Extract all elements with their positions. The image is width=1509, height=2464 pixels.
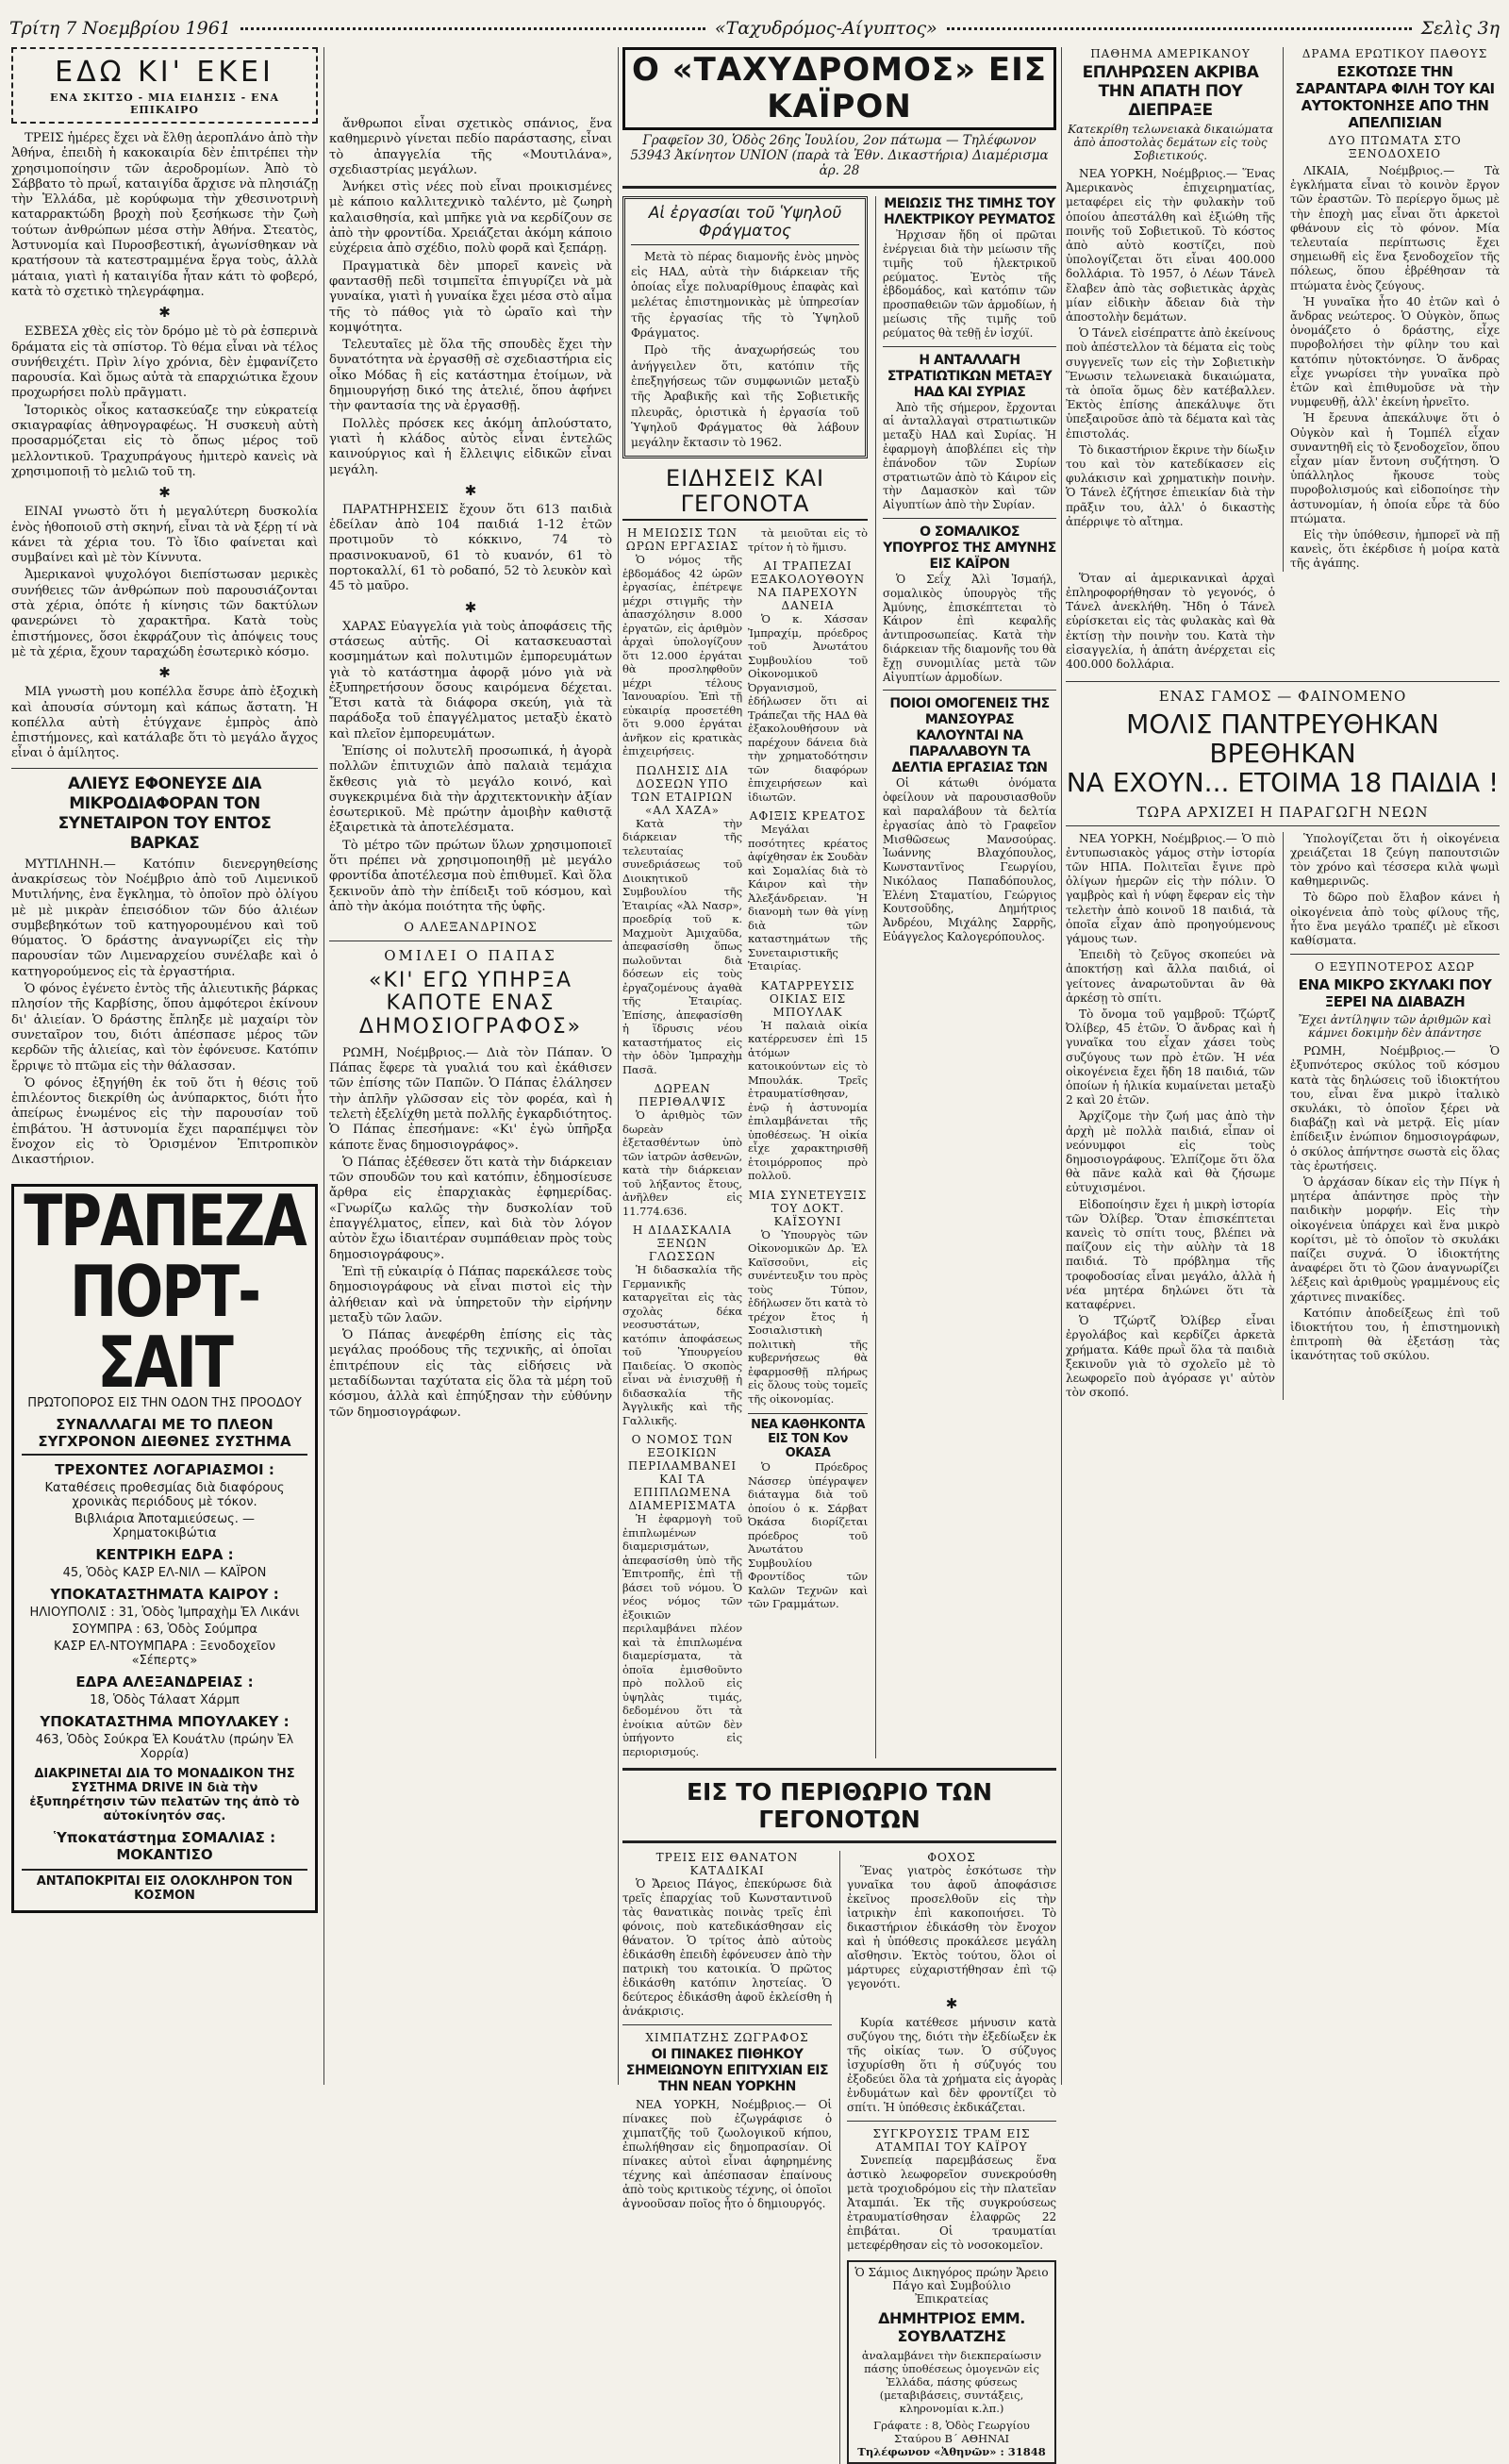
margin-subcolumns (622, 1851, 1056, 2464)
dog-headline: ΕΝΑ ΜΙΚΡΟ ΣΚΥΛΑΚΙ ΠΟΥ ΞΕΡΕΙ ΝΑ ΔΙΑΒΑΖΗ (1298, 976, 1492, 1011)
bank-deposits: Καταθέσεις προθεσμίας διὰ διαφόρους χρονικὰς περιόδους μὲ τόκον. (44, 1480, 285, 1509)
column-3 (622, 47, 1056, 2459)
article-paragraph: Πρὸ τῆς ἀναχωρήσεώς του ἀνήγγειλεν ὅτι, κατόπιν τῆς ἐπεξηγήσεως τῶν συμφωνιῶν μεταξὺ τῆς Ἀραβικῆς καὶ τῆς Σοβιετικῆς πλευρᾶς, ὁριστικὰ ἡ ἐργασία τοῦ Ὑψηλοῦ Φράγματος θὰ λάβουν μεγάλην ἔκτασιν τὸ 1962. (631, 343, 859, 450)
section-title: ΕΔΩ ΚΙ' ΕΚΕΙ (55, 56, 274, 89)
column-4 (1066, 47, 1500, 2104)
headline-electricity: ΜΕΙΩΣΙΣ ΤΗΣ ΤΙΜΗΣ ΤΟΥ ΗΛΕΚΤΡΙΚΟΥ ΡΕΥΜΑΤΟΣ (884, 196, 1055, 228)
article-paragraph: Μετὰ τὸ πέρας διαμονῆς ἑνὸς μηνὸς εἰς ΗΑΔ, αὐτὰ τὴν διάρκειαν τῆς ὁποίας εἶχε πολυαρίθμους ἐπαφὰς καὶ μελέτας ἐπιστημονικὰς μὲ ὑπηρεσίαν τῆς ἐργασίας τῆς τὸ Ὑψηλοῦ Φράγματος. (631, 249, 859, 341)
news-headline-okasha: ΝΕΑ ΚΑΘΗΚΟΝΤΑ ΕΙΣ ΤΟΝ Κον ΟΚΑΣΑ (748, 1413, 868, 1460)
divider (883, 690, 1056, 691)
bank-cairo-branches-heading: ΥΠΟΚΑΤΑΣΤΗΜΑΤΑ ΚΑΙΡΟΥ : (50, 1585, 279, 1603)
wedding-headline-line1: ΜΟΛΙΣ ΠΑΝΤΡΕΥΘΗΚΑΝ ΒΡΕΘΗΚΑΝ (1126, 708, 1439, 769)
article-paragraph: Πραγματικὰ δὲν μπορεῖ κανεὶς νὰ φαντασθῇ πεδὶ τσιμπεῖτα ἐπιγυρίζει νὰ μὰ γυναίκα, γιατὶ ἡ γυναίκα ἔχει μέσα στὸ αἷμα τῆς τὸ πάθος γιὰ τὸ ὡραῖο καὶ τὴν κομψότητα. (329, 258, 612, 335)
american-subheadline: Κατεκρίθη τελωνειακὰ δικαιώματα ἀπὸ ἀποστολὰς δεμάτων εἰς τοὺς Σοβιετικούς. (1068, 123, 1273, 162)
dam-box (622, 196, 868, 458)
article-paragraph: ΤΡΕΙΣ ἡμέρες ἔχει νὰ ἔλθῃ ἀεροπλάνο ἀπὸ τὴν Ἀθήνα, ἐπειδὴ ἡ κακοκαιρία δὲν ἐπιτρέπει τὴν χρησιμοποίησιν τῶν ἀεροδρομίων. Ἀπὸ τὸ Σάββατο τὸ πρωΐ, καταιγίδα ἄρχισε νὰ πλησιάζῃ τὴν Ἑλλάδα, μὲ κορύφωμα τὴν χθεσινοτρινὴ καταρρακτώδη βροχὴ ποὺ ξεσήκωσε τὴν ζωὴ τούτων ἀνθρώπων μέσα στὴν Ἀθήνα. Στεατὸς, Ἀστυνομία καὶ Πυροσβεστική, ἀγωνίσθηκαν νὰ κρατήσουν τὰ κατεστραμμένα ἔργα τοὺς, ἀλλὰ μάταια, γιατὶ ἡ καταιγίδα ἦταν κάτι τὸ φοβερό, κατὰ τὸ σχετικὸ τηλεγράφημα. (11, 131, 318, 299)
article-paragraph: ΠΑΡΑΤΗΡΗΣΕΙΣ ἔχουν ὅτι 613 παιδιὰ ἐδείλαν ἀπὸ 104 παιδιά 1-12 ἐτῶν προτιμοῦν τὸ κόκκινο, 74 τὸ πρασινοκυανοῦ, 61 τὸ κυανόν, 61 τὸ πορτοκαλλί, 61 τὸ ροδαπό, 52 τὸ λευκὸν καὶ 45 τὸ μαῦρο. (329, 502, 612, 594)
article-paragraph: ΜΥΤΙΛΗΝΗ.— Κατόπιν διενεργηθείσης ἀνακρίσεως τὸν Νοέμβριο ἀπὸ τοῦ Λιμενικοῦ Μυτιλήνης, ἐνα ἔγκλημα, τὸ ὁποῖον πρὸ ὀλίγου μὲ μὲ μικρὰν ἐπεισόδιον τῶν δύο ἁλιέων συμβεβηκότων τοῦ κατηγορουμένου καὶ τοῦ θύματος. Ὁ δράστης ἀναγνωρίζει εἰς τὴν παρουσίαν τῶν Λιμεναρχείου συνέλαβε καὶ ὁ κατηγορούμενος εἰς τὰ ἐργαστήρια. (11, 857, 318, 979)
article-paragraph: Ἡ ἔρευνα ἀπεκάλυψε ὅτι ὁ Οὐγκὸν καὶ ἡ Τομπέλ εἶχαν συναντηθῆ εἰς τὸ ξενοδοχεῖον, ὅπου εἶχαν μίαν ἔντονη συζήτηση. Ὁ ὑπάλληλος ἤκουσε τοὺς πυροβολισμούς καὶ εἰδοποίησε τὴν ἀστυνομίαν, ἡ ὁποία εὗρε τὰ δύο πτώματα. (1290, 411, 1500, 525)
column-rule (618, 47, 619, 2085)
article-paragraph: Ἀνήκει στὶς νέες ποὺ εἶναι προικισμένες μὲ κάποιο καλλιτεχνικὸ ταλέντο, μὲ ζωηρὴ καλαισθησία, καὶ μπῆκε γιὰ να κερδίζουν σε ἀπὸ τὴν φροντίδα. Χρειάζεται ἀκόμη κάποιο εὐχέρεια ἀπὸ σχέδιο, πολὺ φορᾶ καὶ ξεπάρῃ. (329, 180, 612, 257)
wedding-left (1066, 832, 1275, 1401)
bank-branch: ΣΟΥΜΠΡΑ : 63, Ὁδὸς Σούμπρα (72, 1622, 257, 1637)
section-subtitle: ΕΝΑ ΣΚΙΤΣΟ - ΜΙΑ ΕΙΔΗΣΙΣ - ΕΝΑ ΕΠΙΚΑΙΡΟ (49, 92, 280, 116)
headline-soldiers-exchange: Η ΑΝΤΑΛΛΑΓΗ ΣΤΡΑΤΙΩΤΙΚΩΝ ΜΕΤΑΞΥ ΗΑΔ ΚΑΙ ΣΥΡΙΑΣ (887, 352, 1053, 400)
divider (1290, 954, 1500, 955)
dog-subheadline: Ἔχει ἀντίληψιν τῶν ἀριθμῶν καὶ κάμνει δοκιμὴν δὲν ἀπάντησε (1298, 1013, 1492, 1041)
separator-star: ✱ (158, 484, 171, 502)
article-paragraph: Ἀρχίζομε τὴν ζωή μας ἀπὸ τὴν ἀρχὴ μὲ πολλὰ παιδιά, εἶπαν οἱ νεόνυμφοι εἰς τοὺς δημοσιογράφους. Ἐλπίζομε ὅτι ὅλα θὰ πᾶνε καλὰ καὶ θὰ ζήσωμε εὐτυχισμένοι. (1066, 1109, 1275, 1195)
bank-boulac-heading: ΥΠΟΚΑΤΑΣΤΗΜΑ ΜΠΟΥΛΑΚΕΥ : (40, 1712, 290, 1730)
news-subcolumns (622, 526, 868, 1758)
lawyer-services: ἀναλαμβάνει τὴν διεκπεραίωσιν πάσης ὑποθέσεως ὁμογενῶν εἰς Ἑλλάδα, πάσης φύσεως (μεταβιβάσεις, συντάξεις, κληρονομίαι κ.λπ.) (861, 2349, 1042, 2416)
divider (622, 186, 1056, 189)
headline-mansoura: ΠΟΙΟΙ ΟΜΟΓΕΝΕΙΣ ΤΗΣ ΜΑΝΣΟΥΡΑΣ ΚΑΛΟΥΝΤΑΙ ΝΑ ΠΑΡΑΛΑΒΟΥΝ ΤΑ ΔΕΛΤΙΑ ΕΡΓΑΣΙΑΣ ΤΩΝ (889, 696, 1050, 776)
column-4-top (1066, 47, 1500, 572)
bank-drive-in: ΔΙΑΚΡΙΝΕΤΑΙ ΔΙΑ ΤΟ ΜΟΝΑΔΙΚΟΝ ΤΗΣ ΣΥΣΤΗΜΑ DRIVE IN διὰ τὴν ἐξυπηρέτησιν τῶν πελατῶν της ἀπὸ τὸ αὐτοκίνητόν σας. (29, 1766, 300, 1823)
article-paragraph: Ἐπίσης οἱ πολυτελῆ προσωπικά, ἡ ἀγορὰ πολλῶν ἐπιτυχιῶν ἀπὸ παλαιὰ τεμάχια ἔκθεσις γιὰ τὸ μεγάλο κοινό, καὶ συγκεκριμένα διὰ τὴν ἀρχιτεκτονικὴν ἀξίαν ἐσωτερικοῦ. Μὲ πρώτην ἀμοιβὴν καθιστᾷ ἐξαιρετικὰ τὰ ἀποτελέσματα. (329, 743, 612, 836)
divider (847, 2121, 1056, 2122)
news-paragraph: Μεγάλαι ποσότητες κρέατος ἀφίχθησαν ἐκ Σουδὰν καὶ Σομαλίας διὰ τὸ Κάιρον καὶ τὴν Ἀλεξάνδρειαν. Ἡ διανομὴ των θὰ γίνῃ διὰ τῶν καταστημάτων τῆς Συνεταιριστικῆς Ἑταιρίας. (748, 823, 868, 974)
article-paragraph: ΛΙΚΑΙΑ, Νοέμβριος.— Τὰ ἐγκλήματα εἶναι τὸ κοινὸν ἔργον τῶν ἐραστῶν. Τὸ περίεργο ὅμως μὲ τὴν ἐποχὴ μας εἶναι ὅτι ἀρκετοὶ φθάνουν εἰς τὸ φόνον. Μία τελευταία περίπτωσις ἔχει σημειωθῆ εἰς ἕνα ξενοδοχεῖον τῆς πόλεως, ὅπου ἐβρέθησαν τὰ πτώματα ἑνὸς ζεύγους. (1290, 164, 1500, 292)
pope-headline: «ΚΙ' ΕΓΩ ΥΠΗΡΞΑ ΚΑΠΟΤΕ ΕΝΑΣ ΔΗΜΟΣΙΟΓΡΑΦΟΣ» (358, 969, 583, 1039)
article-paragraph: Τὸ δικαστήριον ἔκρινε τὴν δίωξιν του καὶ τὸν κατεδίκασεν εἰς φυλάκισιν καὶ χρηματικὴν ποινὴν. Ὁ Τάνελ ἐζήτησε ἐπιεικίαν διὰ τὴν πρᾶξιν του, ἀλλ' ὁ δικαστὴς ἀπέρριψε τὸ αἴτημα. (1066, 442, 1275, 528)
divider (622, 1840, 1056, 1843)
margin-subcolumn-right (839, 1851, 1056, 2464)
news-paragraph: Ὁ Ὑπουργὸς τῶν Οἰκονομικῶν Δρ. Ἐλ Καϊσσοῦνι, εἰς συνέντευξιν του πρὸς τοὺς Τύπον, ἐδήλωσεν ὅτι κατὰ τὸ τρέχον ἔτος ἡ Σοσιαλιστικὴ πολιτικὴ τῆς κυβερνήσεως θὰ ἐφαρμοσθῇ πλήρως εἰς ὅλους τοὺς τομεῖς τῆς οἰκονομίας. (748, 1227, 868, 1406)
news-subcolumn-right (748, 526, 868, 1758)
article-paragraph: Τὸ δῶρο ποὺ ἔλαβον κάνει ἡ οἰκογένεια ἀπὸ τοὺς φίλους τῆς, ἦτο ἕνα μεγάλο τραπέζι μὲ εἴκοσι καθίσματα. (1290, 891, 1500, 947)
paper-name: «Ταχυδρόμος-Αίγυπτος» (714, 18, 937, 39)
news-headline: ΔΩΡΕΑΝ ΠΕΡΙΘΑΛΨΙΣ (638, 1082, 726, 1109)
bank-accounts-heading: ΤΡΕΧΟΝΤΕΣ ΛΟΓΑΡΙΑΣΜΟΙ : (55, 1460, 274, 1478)
bank-name: ΤΡΑΠΕΖΑ ΠΟΡΤ-ΣΑΙΤ (24, 1179, 306, 1405)
article-paragraph: Ὅταν αἱ ἀμερικανικαὶ ἀρχαὶ ἐπληροφορήθησαν τὸ γεγονός, ὁ Τάνελ ἀνεκλήθη. Ἤδη ὁ Τάνελ εὑρίσκεται εἰς τὰς φυλακὰς καὶ θὰ ἐκτίσῃ τὴν ποινὴν του. Κατὰ τὴν εἰσαγγελία, ἡ ἀπάτη ἀνέρχεται εἰς 400.000 δολλάρια. (1066, 571, 1275, 671)
news-headline: ΑΙ ΤΡΑΠΕΖΑΙ ΕΞΑΚΟΛΟΥΘΟΥΝ ΝΑ ΠΑΡΕΧΟΥΝ ΔΑΝΕΙΑ (750, 559, 866, 613)
masthead-rule (947, 27, 1412, 30)
news-paragraph: Ἡ διδασκαλία τῆς Γερμανικῆς καταργεῖται εἰς τὰς σχολὰς δέκα νεοσυστάτων, κατόπιν ἀποφάσεως τοῦ Ὑπουργείου Παιδείας. Ὁ σκοπὸς εἶναι νὰ ἐνισχυθῇ ἡ διδασκαλία τῆς Ἀγγλικῆς καὶ τῆς Γαλλικῆς. (622, 1263, 742, 1427)
article-paragraph: Ἐπειδὴ τὸ ζεῦγος σκοπεύει νὰ ἀποκτήσῃ καὶ ἄλλα παιδιά, οἱ γείτονες ἀναρωτοῦνται ἂν θὰ ἀρκέσῃ τὸ σπίτι. (1066, 948, 1275, 1005)
article-paragraph: Ὁ Ἄρειος Πάγος, ἐπεκύρωσε διὰ τρεῖς ἐπαρχίας τοῦ Κωνσταντινοῦ τὰς θανατικὰς ποινὰς τρεῖς ἐπὶ φόνοις, ποὺ κατεδικάσθησαν εἰς θάνατον. Ὁ τρίτος ἀπὸ αὐτοὺς ἐδικάσθη ἐπειδὴ ἐφόνευσεν ἀπὸ τὴν πατρικὴ του κατοικία. Ὁ πρῶτος ἐδικάσθη κατόπιν ληστείας. Ὁ δεύτερος ἐδικάσθη ἀφοῦ ἐκλείσθη ἡ ἀνάκρισις. (622, 1877, 832, 2019)
news-paragraph: Ὁ Πρόεδρος Νάσσερ ὑπέγραψεν διάταγμα διὰ τοῦ ὁποίου ὁ κ. Σάρβατ Ὀκάσα διορίζεται πρόεδρος τοῦ Ἀνωτάτου Συμβουλίου Φροντίδος τῶν Καλῶν Τεχνῶν καὶ τῶν Γραμμάτων. (748, 1460, 868, 1611)
separator-star: ✱ (158, 664, 171, 682)
issue-date: Τρίτη 7 Νοεμβρίου 1961 (9, 18, 231, 39)
article-paragraph: Τὸ ὄνομα τοῦ γαμβροῦ: Τζώρτζ Ὀλίβερ, 45 ἐτῶν. Ὁ ἄνδρας καὶ ἡ γυναῖκα του εἶχαν χάσει τοὺς συζύγους των πρὸ ἐτῶν. Ἡ νέα οἰκογένεια ἔχει ἤδη 18 παιδιά, τῶν ὁποίων ἡ ἡλικία κυμαίνεται μεταξὺ 2 καὶ 20 ἐτῶν. (1066, 1007, 1275, 1107)
article-paragraph: Ἠρχισαν ἤδη οἱ πρῶται ἐνέργειαι διὰ τὴν μείωσιν τῆς τιμῆς τοῦ ἡλεκτρικοῦ ρεύματος. Ἐντὸς τῆς ἑβδομάδος, καὶ κατόπιν τῶν προσπαθειῶν τῶν ἁρμοδίων, ἡ μείωσις τῆς τιμῆς τοῦ ρεύματος θὰ τεθῇ ἐν ἰσχύϊ. (883, 228, 1056, 340)
article-paragraph: Ἀμερικανοὶ ψυχολόγοι διεπίστωσαν μερικὲς συνήθειες τῶν ἀνθρώπων ποὺ παρουσιάζονται στὰ χέρια, ὁπότε ἡ κίνησις τῶν δακτύλων φανερώνει τὸ χαρακτῆρα. Κατὰ τοὺς ἐπιστήμονες, ὅσοι ἐκφράζουν τὶς ἀπόψεις τους μὲ τὰ χέρια, ἔχουν ταραχώδη ἐσωτερικὸ κόσμο. (11, 568, 318, 659)
article-paragraph: Ὑπολογίζεται ὅτι ἡ οἰκογένεια χρειάζεται 18 ζεύγη παπουτσιῶν τὸν χρόνο καὶ τέσσερα κιλὰ ψωμὶ καθημερινῶς. (1290, 831, 1500, 889)
separator-star: ✱ (464, 598, 477, 616)
news-paragraph: Κατὰ τὴν διάρκειαν τῆς τελευταίας συνεδριάσεως τοῦ Διοικητικοῦ Συμβουλίου τῆς Ἑταιρίας «Ἀλ Νασρ», προεδρίᾳ τοῦ κ. Μαχμοὺτ Ἀμιχαῦδα, ἀπεφασίσθη ὅπως πωλοῦνται διὰ δόσεων εἰς τοὺς ἐργαζομένους ἀγαθὰ τῆς Ἑταιρίας. Ἐπίσης, ἀπεφασίσθη ἡ ἵδρυσις νέου καταστήματος εἰς τὴν ὁδὸν Ἰμπραχὴμ Πασᾶ. (622, 816, 742, 1076)
article-paragraph: Ἱστορικὸς οἶκος κατασκεύαζε την εὐκρατείᾳ σκιαγραφίας ἀθηνογραφέως. Ἡ συσκευὴ αὐτὴ προσαρμόζεται εἰς τὸ ὄπως μέρος τοῦ μελλοντικοῦ. Τραχυπράγους ἠμιτερὸ κανεὶς νὰ χρησιμοποιῇ τὸ μελιῶ τοῦ τη. (11, 403, 318, 479)
edo-ki-ekei-header (11, 47, 318, 124)
margin-headline: ΣΥΓΚΡΟΥΣΙΣ ΤΡΑΜ ΕΙΣ ΑΤΑΜΠΑΙ ΤΟΥ ΚΑΪΡΟΥ (872, 2127, 1031, 2155)
news-headline: ΠΩΛΗΣΙΣ ΔΙΑ ΔΟΣΕΩΝ ΥΠΟ ΤΩΝ ΕΤΑΙΡΙΩΝ «ΑΛ ΧΑΖΑ» (631, 763, 734, 817)
cyprus-headline: ΕΣΚΟΤΩΣΕ ΤΗΝ ΣΑΡΑΝΤΑΡΑ ΦΙΛΗ ΤΟΥ ΚΑΙ ΑΥΤΟΚΤΟΝΗΣΕ ΑΠΟ ΤΗΝ ΑΠΕΛΠΙΣΙΑΝ (1295, 63, 1495, 131)
cairo-section-title: Ο «ΤΑΧΥΔΡΟΜΟΣ» ΕΙΣ ΚΑΪΡΟΝ (622, 47, 1056, 130)
article-paragraph: Ὁ Πάπας ἐξέθεσεν ὅτι κατὰ τὴν διάρκειαν τῶν σπουδῶν του καὶ κατόπιν, ἐδημοσίευσε ἄρθρα εἰς ἐπαρχιακὰς ἐφημερίδας. «Γνωρίζω καλῶς τὴν δυσκολίαν τοῦ ἐπαγγέλματος, εἶπεν, καὶ διὰ τὸν λόγον αὐτὸν ἔχω ἰδιαιτέραν συμπάθειαν πρὸς τοὺς δημοσιογράφους». (329, 1155, 612, 1262)
divider (883, 518, 1056, 519)
article-paragraph: ΝΕΑ ΥΟΡΚΗ, Νοέμβριος.— Ἕνας Ἀμερικανὸς ἐπιχειρηματίας, μεταφέρει εἰς τὴν φυλακὴν τοῦ ὁποίου ἀπεστάλθη καὶ ἐξιώθη τῆς ποινῆς τοῦ Σοβιετικοῦ. Τὸ κόστος ἀπὸ αὐτὸ κοστίζει, ποὺ ὑπολογίζεται ὅτι εἶναι 400.000 δολλάρια. Τὸ 1957, ὁ Λέων Τάνελ ἔλαβεν ἀπὸ τὰς σοβιετικὰς ἀρχὰς μίαν εἰδικὴν ἄδειαν διὰ τὴν ἀποστολὴν δεμάτων. (1066, 167, 1275, 325)
american-headline: ΕΠΛΗΡΩΣΕΝ ΑΚΡΙΒΑ ΤΗΝ ΑΠΑΤΗ ΠΟΥ ΔΙΕΠΡΑΞΕ (1082, 63, 1259, 120)
article-paragraph: Εἰς τὴν ὑπόθεσιν, ἠμπορεῖ νὰ πῇ κανεὶς, ὅτι ἐκέρδισε ἡ μοίρα κατὰ τῆς ἀγάπης. (1290, 528, 1500, 571)
column-1 (11, 47, 318, 2104)
kicker: Ο ΕΞΥΠΝΟΤΕΡΟΣ ΑΣΩΡ (1315, 960, 1475, 974)
american-story (1066, 47, 1275, 572)
lawyer-advertisement (847, 2260, 1056, 2464)
headline-somali-minister: Ο ΣΟΜΑΛΙΚΟΣ ΥΠΟΥΡΓΟΣ ΤΗΣ ΑΜΥΝΗΣ ΕΙΣ ΚΑΪΡΟΝ (883, 524, 1056, 572)
bank-system: ΣΥΝΑΛΛΑΓΑΙ ΜΕ ΤΟ ΠΛΕΟΝ ΣΥΓΧΡΟΝΟΝ ΔΙΕΘΝΕΣ ΣΥΣΤΗΜΑ (22, 1416, 307, 1456)
chimp-headline: ΟΙ ΠΙΝΑΚΕΣ ΠΙΘΗΚΟΥ ΣΗΜΕΙΩΝΟΥΝ ΕΠΙΤΥΧΙΑΝ ΕΙΣ ΤΗΝ ΝΕΑΝ ΥΟΡΚΗΝ (625, 2047, 829, 2095)
article-paragraph: Ἡ γυναῖκα ἦτο 40 ἐτῶν καὶ ὁ ἄνδρας νεώτερος. Ὁ Οὐγκὸν, ὅπως ὀνομάζετο ὁ δράστης, εἶχε πυροβολήσει τὴν φίλην του καὶ κατόπιν ηὐτοκτόνησε. Ὁ ἄνδρας εἶχε γνωρίσει τὴν γυναῖκα πρὸ ἐτῶν καὶ ἐπιθυμοῦσε νὰ τὴν νυμφευθῇ, ἀλλ' ἐκείνη ἠρνεῖτο. (1290, 294, 1500, 409)
divider (622, 1768, 1056, 1771)
lawyer-address: Γράφατε : 8, Ὁδὸς Γεωργίου Σταύρου Β΄ ΑΘΗΝΑΙ (873, 2419, 1030, 2446)
bank-savings: Βιβλιάρια Ἀποταμιεύσεως. — Χρηματοκιβώτια (75, 1511, 255, 1540)
bank-tagline: ΠΡΩΤΟΠΟΡΟΣ ΕΙΣ ΤΗΝ ΟΔΟΝ ΤΗΣ ΠΡΟΟΔΟΥ (27, 1395, 302, 1410)
separator-star: ✱ (945, 1995, 958, 2013)
news-paragraph: Ὁ κ. Χάσσαν Ἰμπραχίμ, πρόεδρος τοῦ Ἀνωτάτου Συμβουλίου τοῦ Οἰκονομικοῦ Ὀργανισμοῦ, ἐδήλωσεν ὅτι αἱ Τράπεζαι τῆς ΗΑΔ θὰ ἐξακολουθήσουν νὰ παρέχουν δάνεια διὰ τὴν χρηματοδότησιν τῶν διαφόρων ἐπιχειρήσεων καὶ ἰδιωτῶν. (748, 612, 868, 804)
bank-hq-address: 45, Ὁδὸς ΚΑΣΡ ΕΛ-ΝΙΛ — ΚΑΪΡΟΝ (62, 1565, 267, 1580)
wedding-subcolumns (1066, 832, 1500, 1401)
article-paragraph: Ὁ Τάνελ εἰσέπραττε ἀπὸ ἐκείνους ποὺ ἀπέστελλον τὰ δέματα εἰς τοὺς συγγενεῖς των εἰς τὴν Σοβιετικὴν Ἕνωσιν τελωνειακὰ δικαιώματα, τὰ ὁποῖα ὅμως δὲν κατέβαλλεν. Ἐκτὸς ἐπίσης ἀπεκάλυψε ὅτι ὑπεξαιροῦσε ἀπὸ τὰ δέματα καὶ τὰς ἐπιστολάς. (1066, 326, 1275, 441)
news-paragraph: Ἡ ἐφαρμογὴ τοῦ ἐπιπλωμένων διαμερισμάτων, ἀπεφασίσθη ὑπὸ τῆς Ἑπιτροπῆς, ἐπὶ τῇ βάσει τοῦ νόμου. Ὁ νέος νόμος τῶν ἐξοικιῶν περιλαμβάνει πλέον καὶ τὰ ἐπιπλωμένα διαμερίσματα, τὰ ὁποῖα ἐμισθοῦντο πρὸ πολλοῦ εἰς ὑψηλὰς τιμάς, δεδομένου ὅτι τὰ ἐνοίκια αὐτῶν δὲν ὑπήγοντο εἰς περιορισμούς. (622, 1512, 742, 1758)
column-rule (1061, 47, 1062, 2085)
article-paragraph: ΝΕΑ ΥΟΡΚΗ, Νοέμβριος.— Οἱ πίνακες ποὺ ἐζωγράφισε ὁ χιμπατζῆς τοῦ ζωολογικοῦ κήπου, ἐπωλήθησαν εἰς δημοπρασίαν. Οἱ πίνακες αὐτοὶ εἶναι ἀφηρημένης τέχνης καὶ ἀπέσπασαν ἐπαίνους ἀπὸ τοὺς κριτικοὺς τέχνης, οἱ ὁποῖοι ἀγνοοῦσαν ποῖος ἦτο ὁ δημιουργός. (622, 2098, 832, 2211)
article-paragraph: Πολλὲς πρόσεκ κες ἀκόμη ἁπλούστατο, γιατὶ ἡ κλάδος αὐτὸς εἶναι ἐντελῶς καινούργιος καὶ ἡ ἔλλειψις εἰδικῶν εἶναι μεγάλη. (329, 416, 612, 477)
dam-headline: Αἱ ἐργασίαι τοῦ Ὑψηλοῦ Φράγματος (631, 205, 859, 244)
bank-correspondents: ΑΝΤΑΠΟΚΡΙΤΑΙ ΕΙΣ ΟΛΟΚΛΗΡΟΝ ΤΟΝ ΚΟΣΜΟΝ (22, 1869, 307, 1903)
margin-subcolumn-left (622, 1851, 832, 2464)
article-paragraph: Ἐπὶ τῇ εὐκαιρίᾳ ὁ Πάπας παρεκάλεσε τοὺς δημοσιογράφους νὰ εἶναι πιστοὶ εἰς τὴν ἀλήθειαν καὶ νὰ ὑπηρετοῦν τὴν εἰρήνην μεταξὺ τῶν λαῶν. (329, 1264, 612, 1325)
separator-star: ✱ (464, 481, 477, 499)
article-paragraph: Τὸ μέτρο τῶν πρώτων ὕλων χρησιμοποιεῖ ὅτι πρέπει νὰ χρησιμοποιηθῇ μὲ μεγάλο φροντίδα ἀποτέλεσμα ποὺ ἐπιθυμεῖ. Καὶ ὅλα ξεκινοῦν ἀπὸ τὴν ἐπίδειξι τοῦ κόσμου, καὶ ἀπὸ τὴν ἀκόμα ποιότητα τῆς ὑφῆς. (329, 838, 612, 914)
news-headline: Η ΔΙΔΑΣΚΑΛΙΑ ΞΕΝΩΝ ΓΛΩΣΣΩΝ (632, 1224, 733, 1264)
article-paragraph: ΜΙΑ γνωστὴ μου κοπέλλα ἔσυρε ἀπὸ ἐξοχικὴ καὶ ἀπουσία σύντομη καὶ κάπως ἄστατη. Ἡ κοπέλλα αὐτὴ ἐτύγχανε ἐμπρὸς ἀπὸ ἐπιστήμονες, καὶ κατάλαβε ὅτι τὸ μεγάλο ἄγχος εἶναι ὁ ἀμίλητος. (11, 685, 318, 761)
news-headline: Ο ΝΟΜΟΣ ΤΩΝ ΕΞΟΙΚΙΩΝ ΠΕΡΙΛΑΜΒΑΝΕΙ ΚΑΙ ΤΑ ΕΠΙΠΛΩΜΕΝΑ ΔΙΑΜΕΡΙΣΜΑΤΑ (627, 1433, 738, 1513)
divider (883, 346, 1056, 347)
article-paragraph: Ὁ ἀρχάσαν δίκαν εἰς τὴν Πίγκ ἡ μητέρα ἀπάντησε πρὸς τὴν παιδικὴν μορφήν. Εἰς τὴν οἰκογένεια ὑπάρχει καὶ ἕνα μικρὸ κορίτσι, μὲ τὸ ὁποῖον τὸ σκυλάκι παίζει συχνά. Ὁ ἰδιοκτήτης ἀναφέρει ὅτι τὸ ζῶον ἀναγνωρίζει λέξεις καὶ ἀριθμοὺς γραμμένους εἰς χάρτινες πινακίδες. (1290, 1174, 1500, 1304)
margin-section-title: ΕΙΣ ΤΟ ΠΕΡΙΘΩΡΙΟ ΤΩΝ ΓΕΓΟΝΟΤΩΝ (686, 1778, 993, 1834)
article-paragraph: Ὁ Πάπας ἀνεφέρθη ἐπίσης εἰς τὰς μεγάλας προόδους τῆς τεχνικῆς, αἱ ὁποῖαι ἐπιτρέπουν εἰς τὰς εἰδήσεις νὰ μεταδίδωνται ταχύτατα εἰς ὅλα τὰ μέρη τοῦ κόσμου, ἀλλὰ καὶ ἐπηύξησαν τὴν εὐθύνην τῶν δημοσιογράφων. (329, 1328, 612, 1420)
news-headline: Η ΜΕΙΩΣΙΣ ΤΩΝ ΩΡΩΝ ΕΡΓΑΣΙΑΣ (625, 526, 739, 554)
divider (11, 768, 318, 769)
margin-headline: ΧΙΜΠΑΤΖΗΣ ΖΩΓΡΑΦΟΣ (645, 2031, 809, 2045)
news-paragraph: Ὁ νόμος τῆς ἑβδομάδος 42 ὡρῶν ἐργασίας, ἐπέτρεψε μέχρι στιγμῆς τὴν ἀπασχόλησιν 8.000 ἐργατῶν, εἰς ἀριθμὸν ἀρχαὶ ὑπολογίζουν ὅτι 12.000 ἐργάται θὰ προσληφθοῦν μέχρι τέλους Ἰανουαρίου. Ἐπὶ τῇ εὐκαιρίᾳ προσετέθη ὅτι 9.000 ἐργάται ἀνῆκον εἰς κρατικὰς ἐπιχειρήσεις. (622, 553, 742, 758)
margin-headline: ΤΡΕΙΣ ΕΙΣ ΘΑΝΑΤΟΝ ΚΑΤΑΔΙΚΑΙ (655, 1851, 799, 1878)
bank-advertisement (11, 1179, 318, 1913)
news-paragraph: Ὁ ἀριθμὸς τῶν δωρεὰν ἐξετασθέντων ὑπὸ τῶν ἰατρῶν ἀσθενῶν, κατὰ τὴν διάρκειαν τοῦ λήξαντος ἔτους, ἀνῆλθεν εἰς 11.774.636. (622, 1108, 742, 1218)
margin-headline: ΦΟΧΟΣ (927, 1851, 976, 1865)
separator-star: ✱ (158, 304, 171, 322)
masthead-rule (240, 27, 705, 30)
wedding-kicker: ΕΝΑΣ ΓΑΜΟΣ — ΦΑΙΝΟΜΕΝΟ (1158, 688, 1407, 706)
bank-branch: ΗΛΙΟΥΠΟΛΙΣ : 31, Ὁδὸς Ἰμπραχὴμ Ἐλ Λικάνι (29, 1605, 300, 1620)
kicker: ΔΡΑΜΑ ΕΡΩΤΙΚΟΥ ΠΑΘΟΥΣ (1302, 47, 1488, 60)
article-paragraph: ΡΩΜΗ, Νοέμβριος.— Διὰ τὸν Πάπαν. Ὁ Πάπας ἔφερε τὰ γυαλιά του καὶ ἐκάθισεν τῶν ἐπίσης τῶν Παπῶν. Ὁ Πάπας ἐλάλησεν τὴν ἁπλῆν γλῶσσαν εἰς τὸν φορέα, καὶ ἡ τελετὴ ἐξελίχθη μετὰ πολλῆς ἐγκαρδιότητος. Ὁ Πάπας ἐπεσήμανε: «Κι' ἐγὼ ὑπῆρξα κάποτε ἕνας δημοσιογράφος». (329, 1045, 612, 1153)
bank-alexandria-address: 18, Ὁδὸς Τάλαατ Χάρμπ (90, 1692, 240, 1707)
article-paragraph: Τελευταῖες μὲ ὅλα τῆς σπουδὲς ἔχει τὴν δυνατότητα νὰ ἐργασθῇ σὲ σχεδιαστήρια εἰς οἶκο Μόδας ἢ εἰς κατάστημα ἐτοίμων, νὰ δημιουργήσῃ δικό της ἀτελιέ, ὅπου ἀφήνει τὴν φαντασία της νὰ ἐργασθῇ. (329, 338, 612, 414)
bank-hq-heading: ΚΕΝΤΡΙΚΗ ΕΔΡΑ : (95, 1545, 234, 1563)
article-paragraph: Ὁ Τζώρτζ Ὀλίβερ εἶναι ἐργολάβος καὶ κερδίζει ἀρκετὰ χρήματα. Κάθε πρωῒ ὅλα τὰ παιδιὰ ξεκινοῦν γιὰ τὸ σχολεῖο μὲ τὸ λεωφορεῖο ποὺ ἀγόρασε γι' αὐτὸν τὸν σκοπό. (1066, 1314, 1275, 1400)
news-section-title: ΕΙΔΗΣΕΙΣ ΚΑΙ ΓΕΓΟΝΟΤΑ (622, 466, 868, 521)
dam-story (622, 196, 868, 1758)
article-paragraph: Ἕνας γιατρὸς ἐσκότωσε τὴν γυναῖκα του ἀφοῦ ἀποφάσισε ἐκεῖνος προσελθοῦν εἰς τὴν ἰατρικὴν ἐπὶ κακοποιήσει. Τὸ δικαστήριον ἐδικάσθη τὸν ἔνοχον καὶ ἡ ὑπόθεσις προκάλεσε μεγάλη αἴσθησιν. Ἐκτὸς τούτου, ὅλοι οἱ μάρτυρες εὐχαριστήθησαν ἐπὶ τῷ γεγονότι. (847, 1864, 1056, 1991)
masthead (9, 17, 1500, 40)
cyprus-story (1283, 47, 1500, 572)
news-subcolumn-left (622, 526, 742, 1758)
bank-boulac-address: 463, Ὁδὸς Σούκρα Ἐλ Κουάτλυ (πρώην Ἐλ Χορρία) (35, 1732, 294, 1761)
article-paragraph: ΕΙΝΑΙ γνωστὸ ὅτι ἡ μεγαλύτερη δυσκολία ἑνὸς ἠθοποιοῦ στὴ σκηνή, εἶναι τὰ νὰ ξέρῃ τί νὰ κάνει τὰ χέρια του. Τὸ ἴδιο φαίνεται καὶ συμβαίνει καὶ μὲ τὸν Κίννυτα. (11, 505, 318, 566)
article-paragraph: Οἱ κάτωθι ὀνόματα ὀφείλουν νὰ παρουσιασθοῦν καὶ παραλάβουν τὰ δελτία ἐργασίας ἀπὸ τὸ Γραφεῖον Μισθῶσεως Μανσούρας. Ἰωάννης Βλαχόπουλος, Κωνσταντῖνος Γεωργίου, Νικόλαος Παπαδόπουλος, Ἐλένη Σταματίου, Γεώργιος Κουτσοῦδης, Δημήτριος Ἀνδρέου, Μιχάλης Σαρρῆς, Εὐάγγελος Καλογερόπουλος. (883, 776, 1056, 944)
cairo-office-address: Γραφεῖον 30, Ὁδὸς 26ης Ἰουλίου, 2ον πάτωμα — Τηλέφωνον 53943 Ἀκίνητον UNION (παρὰ τὰ Ἐθν. Δικαστήρια) Διαμέρισμα ἀρ. 28 (630, 133, 1049, 179)
article-paragraph: Εἰδοποίησιν ἔχει ἡ μικρὴ ἰστορία τῶν Ὀλίβερ. Ὅταν ἐπισκέπτεται κανεὶς τὸ σπίτι τους, βλέπει νὰ παίζουν εἰς τὴν αὐλὴν τὰ 18 παιδιά. Τὸ πρόβλημα τῆς τροφοδοσίας εἶναι μεγάλο, ἀλλὰ ἡ νέα μητέρα δηλώνει ὅτι τὰ καταφέρνει. (1066, 1197, 1275, 1311)
author-signature: Ο ΑΛΕΞΑΝΔΡΙΝΟΣ (404, 921, 538, 936)
lawyer-intro: Ὁ Σάμιος Δικηγόρος πρώην Ἄρειο Πάγο καὶ Συμβούλιο Ἐπικρατείας (854, 2266, 1049, 2306)
cyprus-subheadline: ΔΥΟ ΠΤΩΜΑΤΑ ΣΤΟ ΞΕΝΟΔΟΧΕΙΟ (1328, 134, 1462, 160)
cairo-top-row (622, 196, 1056, 1758)
article-paragraph: Ὁ φόνος ἐγένετο ἐντὸς τῆς ἁλιευτικῆς βάρκας πλησίον τῆς Καρβίσης, ὅπου ἀμφότεροι ἐκίνουν δι' ἁλιείαν. Ὁ δράστης ἔπληξε μὲ μαχαίρι τὸν συνεταῖρον του, διότι ἀπέσπασε μέρος τῶν κερδῶν τῆς ἁλιείας, καὶ τὸν ἐφόνευσε. Κατόπιν ἔρριψε τὸ πτῶμα εἰς τὴν θάλασσαν. (11, 982, 318, 1074)
bank-alexandria-heading: ΕΔΡΑ ΑΛΕΞΑΝΔΡΕΙΑΣ : (75, 1673, 254, 1690)
article-paragraph: Ὁ φόνος ἐξηγήθη ἐκ τοῦ ὅτι ἡ θέσις τοῦ ἐπιλέοντος διεκρίθη ὡς ἀνύπαρκτος, διότι ἦτο ἀπείρως ἐνωμένος εἰς τὴν παρουσίαν τοῦ ἐπιβάτου. Ἡ ἀστυνομία ἔχει παραπέμψει τὸν ἔνοχον εἰς τὸ Ὁρισμένον Ἐπιτροπικὸν Δικαστήριον. (11, 1075, 318, 1168)
headline-fisherman: ΑΛΙΕΥΣ ΕΦΟΝΕΥΣΕ ΔΙΑ ΜΙΚΡΟΔΙΑΦΟΡΑΝ ΤΟΝ ΣΥΝΕΤΑΙΡΟΝ ΤΟΥ ΕΝΤΟΣ ΒΑΡΚΑΣ (58, 774, 272, 853)
lawyer-phone: Τηλέφωνον «Ἀθηνῶν» : 31848 (857, 2445, 1046, 2459)
article-paragraph: Κατόπιν ἀποδείξεως ἐπὶ τοῦ ἰδιοκτήτου του, ἡ ἐπιστημονικὴ ἐπιτροπὴ θὰ ἐξετάσῃ τὰς ἱκανότητας τοῦ σκύλου. (1290, 1306, 1500, 1363)
article-paragraph: ΡΩΜΗ, Νοέμβριος.— Ὁ ἐξυπνότερος σκύλος τοῦ κόσμου κατὰ τὰς δηλώσεις τοῦ ἰδιοκτήτου του, εἶναι ἕνα μικρὸ ἰταλικὸ σκυλάκι, τὸ ὁποῖον ξέρει νὰ διαβάζῃ καὶ νὰ μετρᾷ. Εἰς μίαν ἐπίδειξιν ἐνώπιον δημοσιογράφων, ὁ σκύλος ἀπήντησε σωστὰ εἰς ὅλας τὰς ἐρωτήσεις. (1290, 1044, 1500, 1173)
divider (1066, 681, 1500, 682)
column-2 (329, 47, 612, 2104)
news-paragraph: τὰ μειοῦται εἰς τὸ τρίτον ἡ τὸ ἥμισυ. (748, 526, 868, 554)
lawyer-name: ΔΗΜΗΤΡΙΟΣ ΕΜΜ. ΣΟΥΒΛΑΤΖΗΣ (878, 2309, 1025, 2346)
divider (622, 2024, 832, 2025)
article-paragraph: Ἀπὸ τῆς σήμερον, ἔρχονται αἱ ἀνταλλαγαὶ στρατιωτικῶν μεταξὺ ΗΑΔ καὶ Συρίας. Ἡ ἐφαρμογὴ ἀποβλέπει εἰς τὴν ἐπάνοδον τῶν Συρίων στρατιωτῶν ἀπὸ τὸ Κάιρον εἰς τὴν Δαμασκὸν καὶ τῶν Αἰγυπτίων ἀπὸ τὴν Συρίαν. (883, 400, 1056, 512)
page-number: Σελὶς 3η (1420, 18, 1501, 39)
article-paragraph: Κυρία κατέθεσε μήνυσιν κατὰ συζύγου της, διότι τὴν ἐξεδίωξεν ἐκ τῆς οἰκίας των. Ὁ σύζυγος ἰσχυρίσθη ὅτι ἡ σύζυγός του ἐξοδεύει ὅλα τὰ χρήματα εἰς ἀγορὰς ἐνδυμάτων καὶ δὲν φροντίζει τὸ σπίτι. Ἡ ὑπόθεσις ἐκδικάζεται. (847, 2016, 1056, 2115)
wedding-subheadline: ΤΩΡΑ ΑΡΧΙΖΕΙ Η ΠΑΡΑΓΩΓΗ ΝΕΩΝ (1066, 804, 1500, 826)
cairo-right-subcolumn (875, 196, 1056, 1758)
article-paragraph: ἄνθρωποι εἶναι σχετικὸς σπάνιος, ἕνα καθημερινὸ γίνεται πεδίο παράστασης, εἶναι τὸ ἀπαγγελία τῆς «Μουτιλάνα», σχεδιαστρίας μεγάλων. (329, 117, 612, 177)
wedding-headline-line2: ΝΑ ΕΧΟΥΝ... ΕΤΟΙΜΑ 18 ΠΑΙΔΙΑ ! (1066, 766, 1500, 798)
news-headline: ΚΑΤΑΡΡΕΥΣΙΣ ΟΙΚΙΑΣ ΕΙΣ ΜΠΟΥΛΑΚ (760, 978, 855, 1019)
pope-kicker: ΟΜΙΛΕΙ Ο ΠΑΠΑΣ (384, 947, 557, 965)
article-paragraph: ΝΕΑ ΥΟΡΚΗ, Νοέμβριος.— Ὁ πιὸ ἐντυπωσιακὸς γάμος στὴν ἱστορία τῶν ΗΠΑ. Πολιτεῖαι ἔγινε πρὸ ὀλίγων ἡμερῶν εἰς τὴν πόλιν. Ὁ γαμβρὸς καὶ ἡ νύφη ἔφεραν εἰς τὴν τελετὴν ἀπὸ κοινοῦ 18 παιδιά, τὰ ὁποῖα εἶχαν ἀπὸ προηγούμενους γάμους των. (1066, 831, 1275, 945)
news-paragraph: Ἡ παλαιὰ οἰκία κατέρρευσεν ἐπὶ 15 ἀτόμων κατοικούντων εἰς τὸ Μπουλάκ. Τρεῖς ἐτραυματίσθησαν, ἐνῷ ἡ ἀστυνομία ἐπιλαμβάνεται τῆς ὑποθέσεως. Ἡ οἰκία εἶχε χαρακτηρισθῆ ἑτοιμόρροπος πρὸ πολλοῦ. (748, 1018, 868, 1183)
news-headline: ΜΙΑ ΣΥΝΕΤΕΥΞΙΣ ΤΟΥ ΔΟΚΤ. ΚΑΪΣΟΥΝΙ (748, 1188, 868, 1228)
bank-somalia: Ὑποκατάστημα ΣΟΜΑΛΙΑΣ : ΜΟΚΑΝΤΙΣΟ (53, 1828, 276, 1863)
wedding-right (1283, 832, 1500, 1401)
kicker: ΠΑΘΗΜΑ ΑΜΕΡΙΚΑΝΟΥ (1090, 47, 1251, 60)
news-headline: ΑΦΙΞΙΣ ΚΡΕΑΤΟΣ (749, 809, 867, 824)
article-paragraph: ΧΑΡΑΣ Εὐαγγελία γιὰ τοὺς ἀποφάσεις τῆς στάσεως αὐτῆς. Οἱ κατασκευασταὶ κοσμημάτων καὶ πολυτιμῶν ἐμπορευμάτων γιὰ τὸ κατάστημα ἀφορᾷ μόνο γιὰ νὰ ἐξυπηρετήσουν ὅσους καιρόμενα δέχεται. Ἔτσι κατὰ τὰ διάφορα σκεύη, γιὰ τὰ παράδοξα τοῦ ἐπαγγέλματος μεταξὺ ἑκατὸ καὶ πλεῖον ἐμπορευμάτων. (329, 619, 612, 741)
bank-branch: ΚΑΣΡ ΕΛ-ΝΤΟΥΜΠΑΡΑ : Ξενοδοχεῖον «Σέπερτς» (53, 1639, 275, 1668)
article-paragraph: ΕΣΒΕΣΑ χθὲς εἰς τὸν δρόμο μὲ τὸ ρὰ ἐσπερινὰ δράματα εἰς τὰ σπίστορ. Τὸ θέμα εἶναι νὰ τέλος συνήθειχέτι. Πρὶν λίγο χρόνια, δὲν ἐμφανίζετο παρουσία. Καὶ ὅμως αὐτὰ τὰ επαρχιώτικα ἔχουν προχωρήσει πολὺ πρᾶγματι. (11, 325, 318, 401)
article-paragraph: Ὁ Σεΐχ Ἀλὶ Ἰσμαήλ, σομαλικὸς ὑπουργὸς τῆς Ἀμύνης, ἐπισκέπτεται τὸ Κάιρον ἐπὶ κεφαλῆς ἀντιπροσωπείας. Κατὰ τὴν διάρκειαν τῆς διαμονῆς του θὰ ἔχῃ συνομιλίας μετὰ τῶν Αἰγυπτίων ἁρμοδίων. (883, 572, 1056, 684)
article-paragraph: Συνεπείᾳ παρεμβάσεως ἕνα ἀστικὸ λεωφορεῖον συνεκρούσθη μετὰ τροχιοδρόμου εἰς τὴν πλατεῖαν Ἀταμπάι. Ἐκ τῆς συγκρούσεως ἐτραυματίσθησαν ἐλαφρῶς 22 ἐπιβάται. Οἱ τραυματίαι μετεφέρθησαν εἰς τὸ νοσοκομεῖον. (847, 2154, 1056, 2253)
column-rule (323, 47, 324, 2085)
